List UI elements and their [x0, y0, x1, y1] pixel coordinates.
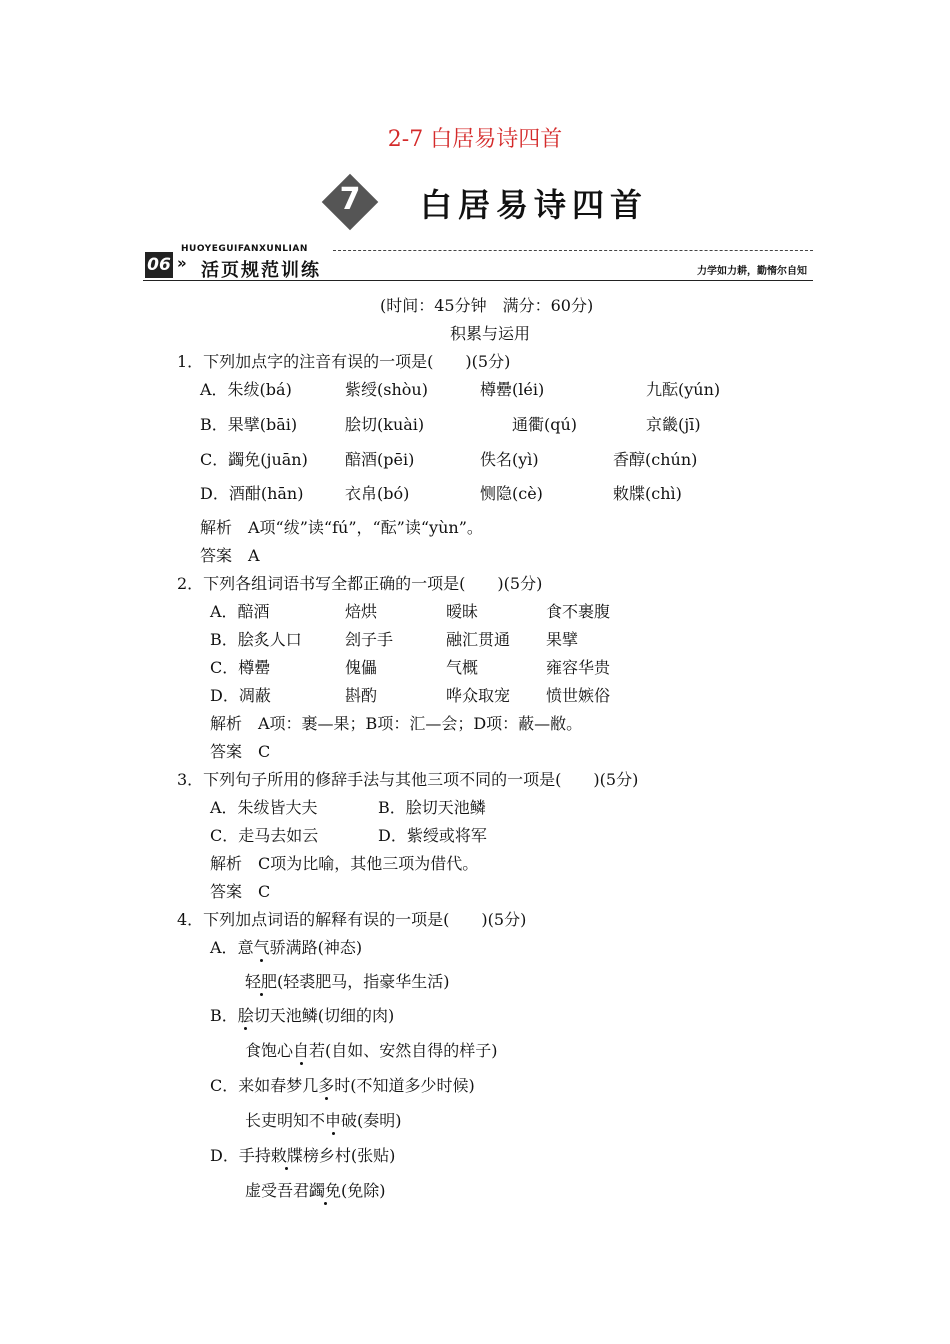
q1-option-a-2: 紫绶(shòu)	[345, 380, 428, 399]
q4-option-c-line-2	[245, 1111, 402, 1131]
q4-dotted-term: 心自若	[277, 1041, 326, 1060]
q3-option-b: B．脍切天池鳞	[378, 798, 486, 817]
q2-option-a-3: 暧昧	[446, 602, 479, 621]
q3-option-a: A．朱绂皆大夫	[210, 798, 318, 817]
q1-option-b-3: 通衢(qú)	[512, 415, 578, 434]
q4-text-post: 破(奏明)	[341, 1111, 402, 1130]
q2-option-c-3: 气概	[446, 658, 479, 677]
q4-dotted-term: 轻肥	[245, 972, 278, 991]
q2-answer: 答案 C	[210, 742, 271, 761]
q4-dotted-term: 气	[253, 938, 270, 957]
q4-option-c-line-1	[210, 1076, 475, 1096]
q1-option-b-4: 京畿(jī)	[646, 415, 701, 434]
q3-analysis: 解析 C项为比喻，其他三项为借代。	[210, 854, 479, 873]
q2-option-d-2: 斟酌	[345, 686, 378, 705]
q4-text-pre: 来如春梦	[238, 1076, 303, 1095]
q4-option-a-line-2	[245, 972, 450, 992]
q4-option-label: A．	[210, 938, 238, 957]
q1-option-a-4: 九酝(yún)	[646, 380, 721, 399]
q4-text-post: 骄满路(神态)	[269, 938, 363, 957]
q2-option-d-3: 哗众取宠	[446, 686, 511, 705]
q2-option-a-1: A．醅酒	[210, 602, 270, 621]
section-bar	[143, 244, 813, 282]
page-title: 2-7 白居易诗四首	[387, 127, 563, 152]
q1-option-c-3: 佚名(yì)	[480, 450, 539, 469]
chapter-number-badge	[322, 174, 378, 230]
q2-option-d-1: D．凋蔽	[210, 686, 271, 705]
double-chevron-icon: »	[177, 254, 187, 272]
section-heading: 积累与运用	[450, 324, 531, 343]
q2-option-b-3: 融汇贯通	[446, 630, 511, 649]
question-3-stem: 3．下列句子所用的修辞手法与其他三项不同的一项是( )(5分)	[177, 770, 639, 789]
section-motto: 力学如力耕，勤惰尔自知	[697, 266, 807, 277]
q4-text-pre: 手持	[238, 1146, 271, 1165]
q4-option-b-line-1	[210, 1006, 394, 1026]
q4-text-pre: 意	[237, 938, 254, 957]
q2-option-c-4: 雍容华贵	[546, 658, 611, 677]
chapter-number: 7	[339, 182, 361, 217]
q3-answer: 答案 C	[210, 882, 271, 901]
q4-dotted-term: 脍	[237, 1006, 254, 1025]
q4-option-label: C．	[210, 1076, 239, 1095]
q4-dotted-term: 敕牒	[270, 1146, 303, 1165]
q1-option-d-3: 恻隐(cè)	[480, 484, 543, 503]
q2-analysis: 解析 A项：裹—果；B项：汇—会；D项：蔽—敝。	[210, 714, 583, 733]
chapter-title: 白居易诗四首	[420, 186, 649, 224]
q1-analysis: 解析 A项“绂”读“fú”，“酝”读“yùn”。	[200, 518, 483, 537]
q4-text-pre: 食饱	[245, 1041, 278, 1060]
question-4-stem: 4．下列加点词语的解释有误的一项是( )(5分)	[177, 910, 527, 929]
q4-option-a-line-1	[210, 938, 362, 958]
q1-option-c-4: 香醇(chún)	[613, 450, 698, 469]
q4-text-pre: 长吏明知不	[245, 1111, 326, 1130]
question-2-stem: 2．下列各组词语书写全都正确的一项是( )(5分)	[177, 574, 543, 593]
q4-option-label: D．	[210, 1146, 239, 1165]
q4-text-post: (自如、安然自得的样子)	[325, 1041, 498, 1060]
q1-option-d-1: D．酒酣(hān)	[200, 484, 304, 503]
q4-text-post: 切天池鳞(切细的肉)	[253, 1006, 395, 1025]
time-and-score: (时间：45分钟 满分：60分)	[380, 296, 594, 315]
q2-option-a-4: 食不裹腹	[546, 602, 611, 621]
q1-option-d-2: 衣帛(bó)	[345, 484, 410, 503]
section-code: 06	[145, 252, 173, 278]
q4-text-post: (免除)	[341, 1181, 386, 1200]
q4-text-post: 榜乡村(张贴)	[302, 1146, 396, 1165]
q1-option-c-2: 醅酒(pēi)	[345, 450, 415, 469]
q4-dotted-term: 蠲免	[309, 1181, 342, 1200]
q2-option-d-4: 愤世嫉俗	[546, 686, 611, 705]
q4-dotted-term: 几多时	[302, 1076, 351, 1095]
q1-option-d-4: 敕牒(chì)	[613, 484, 682, 503]
q4-text-post: (轻裘肥马，指豪华生活)	[277, 972, 450, 991]
q4-option-d-line-2	[245, 1181, 386, 1201]
q1-answer: 答案 A	[200, 546, 260, 565]
q2-option-b-4: 果擘	[546, 630, 579, 649]
q2-option-b-2: 刽子手	[345, 630, 394, 649]
q4-option-d-line-1	[210, 1146, 395, 1166]
q2-option-c-1: C．樽罍	[210, 658, 271, 677]
q2-option-c-2: 傀儡	[345, 658, 378, 677]
q4-text-post: (不知道多少时候)	[350, 1076, 475, 1095]
q4-option-b-line-2	[245, 1041, 498, 1061]
q1-option-b-2: 脍切(kuài)	[345, 415, 425, 434]
q4-text-pre: 虚受吾君	[245, 1181, 310, 1200]
section-pinyin: HUOYEGUIFANXUNLIAN	[181, 244, 308, 254]
q4-option-label: B．	[210, 1006, 238, 1025]
dashed-divider	[333, 250, 813, 251]
q4-dotted-term: 申	[325, 1111, 342, 1130]
question-1-stem: 1．下列加点字的注音有误的一项是( )(5分)	[177, 352, 511, 371]
q3-option-c: C．走马去如云	[210, 826, 319, 845]
q1-option-c-1: C．蠲免(juān)	[200, 450, 308, 469]
q3-option-d: D．紫绶或将军	[378, 826, 487, 845]
q1-option-a-3: 樽罍(léi)	[480, 380, 545, 399]
q1-option-b-1: B．果擘(bāi)	[200, 415, 298, 434]
q1-option-a-1: A．朱绂(bá)	[200, 380, 292, 399]
q2-option-b-1: B．脍炙人口	[210, 630, 302, 649]
q2-option-a-2: 焙烘	[345, 602, 378, 621]
section-label: 活页规范训练	[201, 260, 321, 281]
bar-underline	[143, 280, 813, 281]
